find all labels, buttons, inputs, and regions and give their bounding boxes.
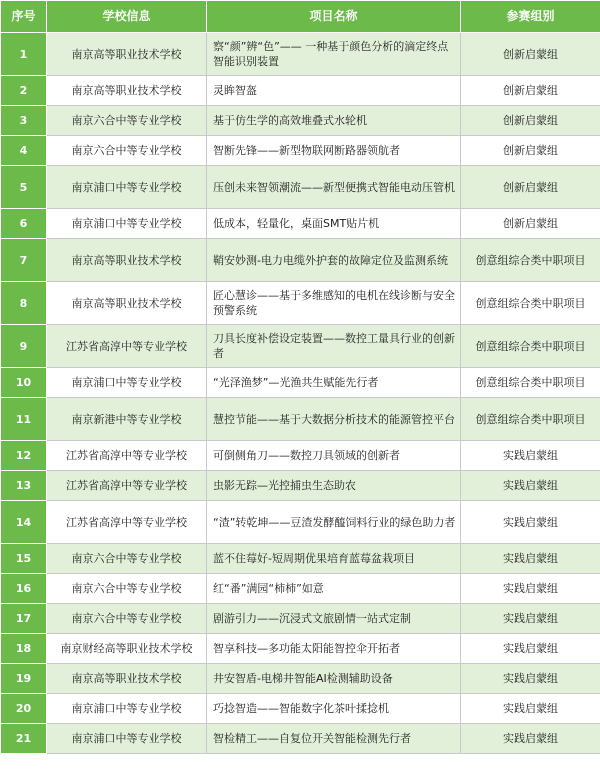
row-school: 南京浦口中等专业学校 (47, 724, 207, 754)
row-school: 南京六合中等专业学校 (47, 106, 207, 136)
table-row (1, 604, 600, 634)
row-number: 3 (1, 106, 47, 136)
row-number: 12 (1, 441, 47, 471)
row-group: 创新启蒙组 (461, 166, 600, 209)
table-row (1, 282, 600, 325)
row-number: 8 (1, 282, 47, 325)
row-group: 创意组综合类中职项目 (461, 239, 600, 282)
row-group: 创意组综合类中职项目 (461, 398, 600, 441)
table-row (1, 501, 600, 544)
row-group: 实践启蒙组 (461, 501, 600, 544)
table-row (1, 724, 600, 754)
table-row (1, 441, 600, 471)
header-school: 学校信息 (47, 1, 207, 33)
row-project: 基于仿生学的高效堆叠式水轮机 (207, 106, 461, 136)
row-school: 江苏省高淳中等专业学校 (47, 471, 207, 501)
row-group: 创意组综合类中职项目 (461, 282, 600, 325)
row-number: 7 (1, 239, 47, 282)
row-school: 江苏省高淳中等专业学校 (47, 501, 207, 544)
table-row (1, 634, 600, 664)
header-row (1, 1, 600, 33)
table-row (1, 209, 600, 239)
row-project: 蓝不住莓好-短周期优果培育蓝莓盆栽项目 (207, 544, 461, 574)
table-row (1, 368, 600, 398)
row-number: 19 (1, 664, 47, 694)
row-project: 红“番”满园“柿柿”如意 (207, 574, 461, 604)
table-row (1, 574, 600, 604)
row-school: 南京六合中等专业学校 (47, 604, 207, 634)
row-project: 鞘安妙测-电力电缆外护套的故障定位及监测系统 (207, 239, 461, 282)
table-row (1, 664, 600, 694)
row-number: 2 (1, 76, 47, 106)
header-project: 项目名称 (207, 1, 461, 33)
row-project: 剧游引力——沉浸式文旅剧情一站式定制 (207, 604, 461, 634)
row-project: 刀具长度补偿设定装置——数控工量具行业的创新者 (207, 325, 461, 368)
row-number: 20 (1, 694, 47, 724)
row-school: 南京浦口中等专业学校 (47, 694, 207, 724)
row-number: 6 (1, 209, 47, 239)
table-row (1, 76, 600, 106)
row-project: “渣”转乾坤——豆渣发酵醯饲料行业的绿色助力者 (207, 501, 461, 544)
row-number: 17 (1, 604, 47, 634)
row-group: 实践启蒙组 (461, 604, 600, 634)
row-school: 南京高等职业技术学校 (47, 239, 207, 282)
row-group: 实践启蒙组 (461, 471, 600, 501)
row-school: 南京六合中等专业学校 (47, 136, 207, 166)
row-school: 南京高等职业技术学校 (47, 664, 207, 694)
row-project: 智断先锋——新型物联网断路器领航者 (207, 136, 461, 166)
row-school: 南京高等职业技术学校 (47, 33, 207, 76)
row-school: 南京高等职业技术学校 (47, 282, 207, 325)
row-project: “光泽渔梦”—光渔共生赋能先行者 (207, 368, 461, 398)
table-row (1, 544, 600, 574)
row-school: 南京浦口中等专业学校 (47, 368, 207, 398)
table-row (1, 325, 600, 368)
row-number: 16 (1, 574, 47, 604)
row-project: 慧控节能——基于大数据分析技术的能源管控平台 (207, 398, 461, 441)
table-row (1, 33, 600, 76)
row-project: 察“颜”辨“色”—— 一种基于颜色分析的滴定终点智能识别装置 (207, 33, 461, 76)
row-school: 江苏省高淳中等专业学校 (47, 441, 207, 471)
row-project: 低成本，轻量化，桌面SMT贴片机 (207, 209, 461, 239)
table-row (1, 239, 600, 282)
row-project: 匠心慧诊——基于多维感知的电机在线诊断与安全预警系统 (207, 282, 461, 325)
row-number: 5 (1, 166, 47, 209)
row-number: 1 (1, 33, 47, 76)
row-project: 智享科技—多功能太阳能智控伞开拓者 (207, 634, 461, 664)
row-group: 创新启蒙组 (461, 136, 600, 166)
row-group: 实践启蒙组 (461, 634, 600, 664)
row-group: 创新启蒙组 (461, 76, 600, 106)
row-project: 可倒侧角刀——数控刀具领域的创新者 (207, 441, 461, 471)
table-row (1, 136, 600, 166)
row-school: 江苏省高淳中等专业学校 (47, 325, 207, 368)
row-group: 实践启蒙组 (461, 724, 600, 754)
row-group: 实践启蒙组 (461, 694, 600, 724)
row-school: 南京财经高等职业技术学校 (47, 634, 207, 664)
header-group: 参赛组别 (461, 1, 600, 33)
row-school: 南京新港中等专业学校 (47, 398, 207, 441)
row-group: 创新启蒙组 (461, 106, 600, 136)
table-row (1, 694, 600, 724)
row-group: 创意组综合类中职项目 (461, 325, 600, 368)
table-row (1, 471, 600, 501)
row-group: 实践启蒙组 (461, 544, 600, 574)
row-group: 实践启蒙组 (461, 441, 600, 471)
row-number: 21 (1, 724, 47, 754)
row-number: 9 (1, 325, 47, 368)
table-row (1, 398, 600, 441)
row-project: 巧捻智造——智能数字化茶叶揉捻机 (207, 694, 461, 724)
row-group: 创新启蒙组 (461, 33, 600, 76)
row-school: 南京浦口中等专业学校 (47, 209, 207, 239)
row-project: 灵眸智盔 (207, 76, 461, 106)
row-project: 虫影无踪—光控捕虫生态助农 (207, 471, 461, 501)
row-group: 创意组综合类中职项目 (461, 368, 600, 398)
row-project: 压创未来智领潮流——新型便携式智能电动压管机 (207, 166, 461, 209)
row-number: 11 (1, 398, 47, 441)
row-number: 14 (1, 501, 47, 544)
row-school: 南京六合中等专业学校 (47, 574, 207, 604)
header-no: 序号 (1, 1, 47, 33)
row-number: 18 (1, 634, 47, 664)
row-group: 创新启蒙组 (461, 209, 600, 239)
row-number: 15 (1, 544, 47, 574)
row-number: 13 (1, 471, 47, 501)
row-number: 10 (1, 368, 47, 398)
table-row (1, 106, 600, 136)
row-school: 南京浦口中等专业学校 (47, 166, 207, 209)
row-school: 南京高等职业技术学校 (47, 76, 207, 106)
table-row (1, 166, 600, 209)
row-number: 4 (1, 136, 47, 166)
row-group: 实践启蒙组 (461, 664, 600, 694)
row-group: 实践启蒙组 (461, 574, 600, 604)
row-school: 南京六合中等专业学校 (47, 544, 207, 574)
row-project: 井安智盾-电梯井智能AI检测辅助设备 (207, 664, 461, 694)
row-project: 智检精工——自复位开关智能检测先行者 (207, 724, 461, 754)
